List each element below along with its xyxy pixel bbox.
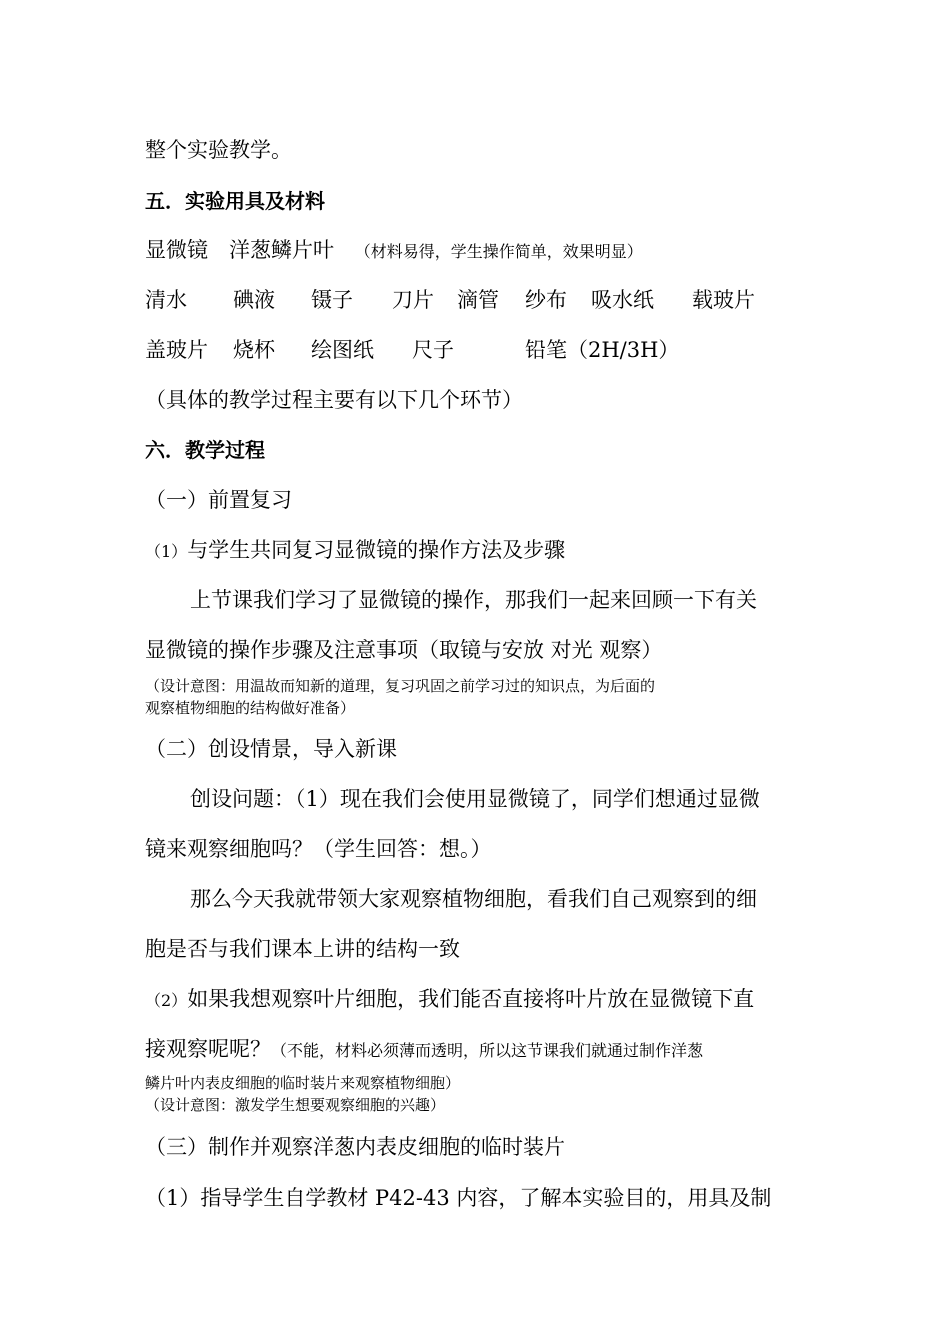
answer-note: 鳞片叶内表皮细胞的临时装片来观察植物细胞） — [145, 1074, 461, 1092]
paragraph-line: 显微镜的操作步骤及注意事项（取镜与安放 对光 观察） — [145, 638, 663, 662]
step-number: （2） — [145, 991, 188, 1010]
paragraph-line: 那么今天我就带领大家观察植物细胞，看我们自己观察到的细 — [190, 887, 757, 911]
material-item: 盖玻片 — [145, 338, 208, 362]
step-1 — [145, 536, 565, 566]
material-item: 纱布 — [525, 288, 567, 312]
design-intent-note: 观察植物细胞的结构做好准备） — [145, 699, 356, 717]
section-heading-5: 五．实验用具及材料 — [145, 189, 325, 213]
material-item: 铅笔（2H/3H） — [525, 338, 680, 362]
subsection-heading-1: （一）前置复习 — [145, 488, 292, 512]
process-intro: （具体的教学过程主要有以下几个环节） — [145, 388, 523, 412]
paragraph-line: 胞是否与我们课本上讲的结构一致 — [145, 937, 460, 961]
material-item: 载玻片 — [692, 288, 755, 312]
paragraph-line: （1）指导学生自学教材 P42-43 内容，了解本实验目的，用具及制 — [145, 1186, 772, 1210]
materials-main: 显微镜 洋葱鳞片叶 — [145, 238, 334, 262]
paragraph-line: 镜来观察细胞吗？（学生回答：想。） — [145, 837, 492, 861]
material-item: 镊子 — [311, 288, 353, 312]
question-text: 接观察呢呢？ — [145, 1037, 271, 1061]
materials-line-1 — [145, 236, 643, 266]
section-heading-6: 六．教学过程 — [145, 438, 265, 462]
material-item: 尺子 — [412, 338, 454, 362]
materials-line-3 — [145, 336, 845, 364]
materials-line-2 — [145, 286, 845, 314]
material-item: 刀片 — [392, 288, 434, 312]
material-item: 绘图纸 — [311, 338, 374, 362]
step-2 — [145, 985, 754, 1015]
paragraph-line: 上节课我们学习了显微镜的操作，那我们一起来回顾一下有关 — [190, 588, 757, 612]
step-number: （1） — [145, 542, 188, 561]
materials-note: （材料易得，学生操作简单，效果明显） — [354, 242, 643, 261]
subsection-heading-3: （三）制作并观察洋葱内表皮细胞的临时装片 — [145, 1135, 565, 1159]
paragraph-end: 整个实验教学。 — [145, 138, 292, 162]
subsection-heading-2: （二）创设情景，导入新课 — [145, 737, 397, 761]
step-text: 与学生共同复习显微镜的操作方法及步骤 — [187, 538, 566, 562]
answer-note: （不能，材料必须薄而透明，所以这节课我们就通过制作洋葱 — [271, 1041, 704, 1060]
step-text: 如果我想观察叶片细胞，我们能否直接将叶片放在显微镜下直 — [187, 987, 755, 1011]
material-item: 碘液 — [233, 288, 275, 312]
design-intent-note: （设计意图：用温故而知新的道理，复习巩固之前学习过的知识点，为后面的 — [145, 677, 656, 695]
material-item: 滴管 — [457, 288, 499, 312]
paragraph-line — [145, 1035, 703, 1065]
material-item: 烧杯 — [233, 338, 275, 362]
paragraph-line: 创设问题：（1）现在我们会使用显微镜了，同学们想通过显微 — [190, 787, 760, 811]
material-item: 吸水纸 — [591, 288, 654, 312]
design-intent-note: （设计意图：激发学生想要观察细胞的兴趣） — [145, 1096, 446, 1114]
material-item: 清水 — [145, 288, 187, 312]
